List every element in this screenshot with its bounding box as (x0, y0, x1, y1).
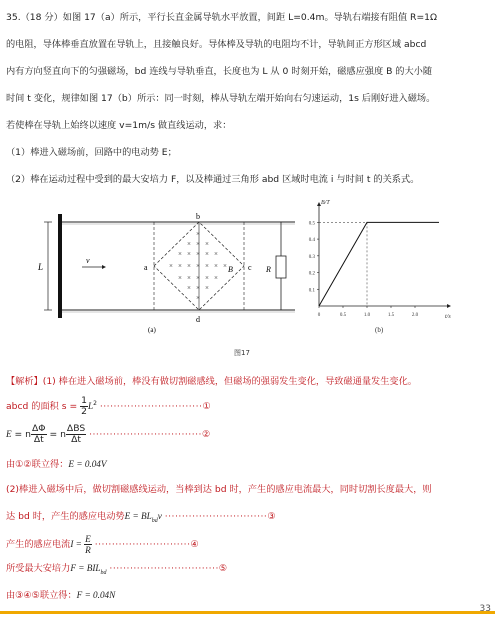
solution-area-row: abcd 的面积 s = $\frac{1}{2}$ $L^2$ ······························① (6, 395, 211, 417)
series-line (319, 222, 439, 306)
force-marker: ⑤ (218, 563, 228, 574)
svg-text:×: × (223, 262, 227, 270)
page-number: 33 (479, 604, 491, 614)
problem-line-2: 的电阻，导体棒垂直放置在导轨上，且接触良好。导体棒及导轨的电阻均不计，导轨间正方形区域 abcd (6, 39, 427, 50)
solution-step-1: (1) 棒在进入磁场前，棒没有做切割磁感线，但磁场的强弱发生变化，导致磁通量发生变化。 (42, 376, 417, 387)
emf-row-dots: ······························ (164, 511, 268, 522)
y-tick-label: 0.5 (308, 221, 315, 227)
x-tick-label: 1.0 (363, 313, 371, 318)
solution-result-2 (6, 589, 115, 602)
area-L-squared: L (87, 401, 94, 411)
x-axis-label: t/s (445, 314, 451, 320)
current-label: 产生的感应电流 (6, 539, 71, 550)
label-b: b (196, 212, 200, 221)
question-2: （2）棒在运动过程中受到的最大安培力 F，以及棒通过三角形 abd 区域时电流 i 与时间 t 的关系式。 (6, 174, 420, 185)
label-v: v (86, 256, 90, 265)
emf-formula-row: E = n $\frac{\Delta\Phi}{\Delta t}$ = n $\frac{\text{ΔBS}}{\Delta t}$ ·································② (6, 423, 211, 445)
y-tick-label: 0.1 (308, 288, 315, 294)
problem-line-5: 若使棒在导轨上始终以速度 v=1m/s 做直线运动，求： (6, 120, 232, 131)
label-c: c (248, 263, 252, 272)
svg-text:×: × (178, 250, 182, 258)
svg-text:×: × (196, 274, 200, 282)
current-marker: ④ (190, 539, 199, 550)
question-1: （1）棒进入磁场前，回路中的电动势 E； (6, 147, 177, 158)
current-I: I = (70, 539, 85, 549)
svg-text:×: × (178, 262, 182, 270)
svg-text:×: × (214, 262, 218, 270)
area-label: abcd 的面积 s = (6, 401, 78, 412)
y-axis-label: B/T (321, 200, 330, 206)
figure-b-label: (b) (375, 326, 384, 334)
emf-dots: ································· (89, 429, 202, 440)
label-a: a (144, 263, 148, 272)
emf-row-label: 达 bd 时，产生的感应电动势 (6, 511, 125, 522)
solution-emf-row (6, 510, 276, 527)
y-tick-label: 0.3 (308, 254, 315, 260)
x-axis-arrow (447, 304, 451, 308)
label-B: B (228, 265, 233, 274)
x-tick-label: 1.5 (387, 313, 395, 318)
svg-text:×: × (187, 240, 191, 248)
svg-text:×: × (196, 262, 200, 270)
emf-BLv: $E = BL_{bd}v$ (124, 511, 162, 524)
solution-current-row (6, 534, 199, 555)
solution-result-1 (6, 458, 107, 471)
problem-line-3: 内有方向竖直向下的匀强磁场，bd 连线与导轨垂直，长度也为 L 从 0 时刻开始，磁感应强度 B 的大小随 (6, 66, 433, 77)
figure-b-chart (305, 200, 465, 336)
figure-caption: 图17 (234, 349, 250, 357)
svg-text:×: × (187, 250, 191, 258)
emf-marker: ② (201, 429, 211, 440)
emf-row-marker: ③ (267, 511, 276, 522)
solution-force-row (6, 562, 227, 579)
resistor (276, 256, 286, 278)
emf-E: E (6, 429, 12, 439)
x-tick-label: 2.0 (411, 313, 419, 318)
flux-fraction: $\frac{\Delta\Phi}{\Delta t}$ (32, 423, 46, 445)
svg-text:×: × (205, 262, 209, 270)
dBS-fraction: $\frac{\text{ΔBS}}{\Delta t}$ (66, 423, 86, 445)
area-dots: ······························ (99, 401, 203, 412)
svg-text:×: × (205, 240, 209, 248)
y-tick-label: 0.4 (308, 238, 315, 244)
result-1-equation: E = 0.04V (68, 459, 107, 469)
problem-line-1: 35.（18 分）如图 17（a）所示，平行长直金属导轨水平放置，间距 L=0.4m。导轨右端接有阻值 R=1Ω (6, 12, 438, 23)
svg-text:×: × (196, 250, 200, 258)
force-dots: ································ (109, 563, 219, 574)
svg-text:×: × (187, 284, 191, 292)
svg-text:×: × (196, 230, 200, 238)
current-fraction: $\frac{E}{R}$ (85, 534, 91, 555)
solution-tag: 【解析】 (6, 376, 43, 387)
svg-text:×: × (178, 274, 182, 282)
current-dots: ···························· (94, 539, 191, 550)
conductor-rod (58, 214, 62, 318)
solution-line-1 (6, 376, 417, 388)
problem-line-4: 时间 t 变化，规律如图 17（b）所示：同一时刻，棒从导轨左端开始向右匀速运动，1s 后刚好进入磁场。 (6, 93, 436, 104)
svg-text:×: × (205, 250, 209, 258)
area-marker: ① (202, 401, 211, 412)
result-2-equation: F = 0.04N (76, 590, 116, 600)
result-1-label: 由①②联立得： (6, 459, 69, 470)
y-tick-label: 0.2 (308, 271, 315, 277)
x-tick-label: 0 (317, 313, 321, 318)
force-BIL: $F = BIL_{bd}$ (70, 563, 107, 576)
svg-text:×: × (187, 274, 191, 282)
svg-text:×: × (187, 262, 191, 270)
figure-a (30, 210, 305, 335)
label-R: R (266, 265, 271, 274)
footer-bar (0, 611, 495, 614)
result-2-label: 由③④⑤联立得： (6, 590, 77, 601)
svg-text:×: × (196, 240, 200, 248)
svg-text:×: × (196, 284, 200, 292)
label-L: L (38, 262, 44, 272)
force-label: 所受最大安培力 (6, 563, 71, 574)
svg-text:×: × (169, 262, 173, 270)
svg-text:×: × (196, 294, 200, 302)
svg-text:×: × (214, 250, 218, 258)
solution-line-5: (2)棒进入磁场中后，做切割磁感线运动，当棒到达 bd 时，产生的感应电流最大，同时切割长度最大，则 (6, 484, 432, 495)
svg-text:×: × (205, 284, 209, 292)
velocity-arrowhead (102, 265, 106, 269)
figure-a-label: (a) (148, 326, 156, 334)
svg-text:×: × (214, 274, 218, 282)
area-fraction: $\frac{1}{2}$ (81, 395, 87, 417)
svg-text:×: × (205, 274, 209, 282)
label-d: d (196, 315, 200, 324)
x-tick-label: 0.5 (339, 313, 347, 318)
